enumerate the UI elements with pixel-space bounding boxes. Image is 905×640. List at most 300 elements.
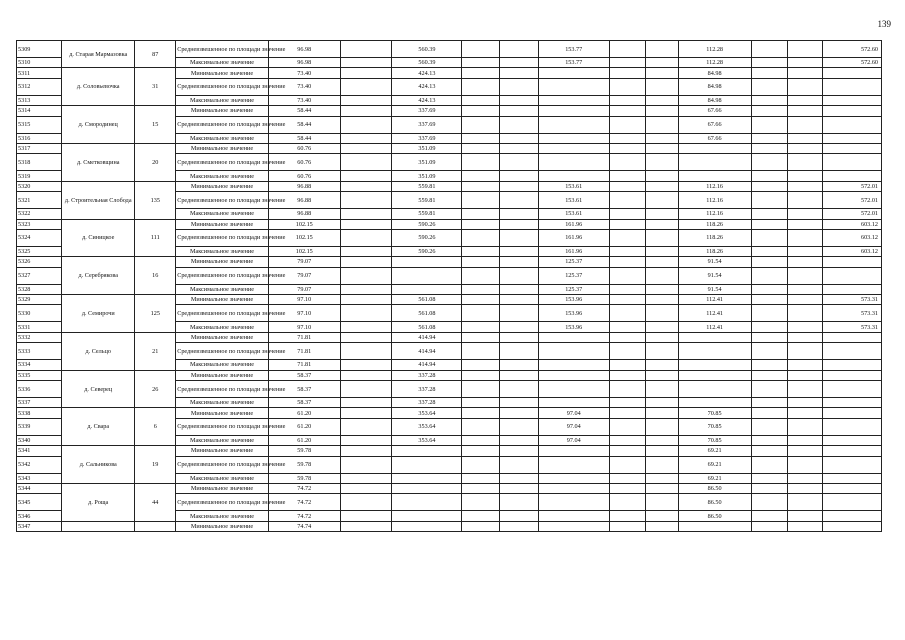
value-cell: [788, 143, 822, 153]
value-cell: [822, 435, 881, 445]
value-cell: [822, 494, 881, 511]
value-cell: [751, 171, 788, 181]
indicator-label: Средневзвешенное по площади значение: [176, 456, 269, 473]
value-cell: [609, 360, 646, 370]
settlement-count: 19: [135, 446, 176, 484]
value-cell: [462, 435, 500, 445]
value-cell: 70.85: [678, 435, 751, 445]
value-cell: 74.72: [268, 511, 340, 521]
value-cell: [609, 133, 646, 143]
value-cell: [538, 343, 609, 360]
value-cell: 337.28: [392, 381, 462, 398]
value-cell: [751, 446, 788, 456]
indicator-label: Средневзвешенное по площади значение: [176, 418, 269, 435]
value-cell: 572.60: [822, 41, 881, 58]
value-cell: 96.88: [268, 181, 340, 191]
row-number: 5341: [17, 446, 62, 456]
value-cell: [678, 332, 751, 342]
value-cell: [462, 41, 500, 58]
value-cell: [500, 483, 539, 493]
value-cell: [609, 473, 646, 483]
value-cell: [646, 295, 678, 305]
value-cell: [538, 446, 609, 456]
value-cell: [462, 267, 500, 284]
value-cell: 603.12: [822, 219, 881, 229]
value-cell: [500, 521, 539, 531]
row-number: 5342: [17, 456, 62, 473]
value-cell: [646, 95, 678, 105]
value-cell: [538, 332, 609, 342]
value-cell: 69.21: [678, 456, 751, 473]
value-cell: 61.20: [268, 408, 340, 418]
row-number: 5344: [17, 483, 62, 493]
value-cell: [500, 398, 539, 408]
value-cell: [500, 171, 539, 181]
row-number: 5328: [17, 284, 62, 294]
indicator-label: Максимальное значение: [176, 322, 269, 332]
value-cell: [609, 435, 646, 445]
value-cell: 86.50: [678, 511, 751, 521]
settlement-count: 26: [135, 370, 176, 408]
value-cell: [788, 171, 822, 181]
value-cell: 590.26: [392, 219, 462, 229]
value-cell: [646, 521, 678, 531]
value-cell: [751, 284, 788, 294]
value-cell: [822, 456, 881, 473]
value-cell: [500, 370, 539, 380]
value-cell: 112.28: [678, 58, 751, 68]
value-cell: 71.81: [268, 343, 340, 360]
value-cell: 97.10: [268, 295, 340, 305]
value-cell: [788, 229, 822, 246]
value-cell: 58.44: [268, 133, 340, 143]
value-cell: [822, 381, 881, 398]
value-cell: [788, 209, 822, 219]
value-cell: [646, 171, 678, 181]
row-number: 5320: [17, 181, 62, 191]
value-cell: 559.81: [392, 181, 462, 191]
value-cell: [788, 343, 822, 360]
value-cell: [340, 483, 392, 493]
indicator-label: Минимальное значение: [176, 332, 269, 342]
value-cell: 84.98: [678, 68, 751, 78]
settlement-name: д. Серебрякова: [62, 257, 135, 295]
value-cell: [646, 133, 678, 143]
value-cell: [340, 305, 392, 322]
value-cell: 67.66: [678, 133, 751, 143]
value-cell: [751, 494, 788, 511]
value-cell: 112.16: [678, 192, 751, 209]
value-cell: [822, 332, 881, 342]
value-cell: [340, 154, 392, 171]
value-cell: [500, 68, 539, 78]
row-number: 5332: [17, 332, 62, 342]
indicator-label: Максимальное значение: [176, 398, 269, 408]
value-cell: 153.77: [538, 41, 609, 58]
value-cell: [538, 398, 609, 408]
indicator-label: Минимальное значение: [176, 106, 269, 116]
value-cell: [788, 181, 822, 191]
value-cell: [609, 295, 646, 305]
value-cell: 118.26: [678, 219, 751, 229]
value-cell: 71.81: [268, 332, 340, 342]
settlement-count: 135: [135, 181, 176, 219]
value-cell: [609, 332, 646, 342]
value-cell: [751, 219, 788, 229]
value-cell: [340, 446, 392, 456]
value-cell: [822, 521, 881, 531]
value-cell: [646, 322, 678, 332]
value-cell: [646, 456, 678, 473]
value-cell: 424.13: [392, 95, 462, 105]
value-cell: [462, 295, 500, 305]
value-cell: [788, 435, 822, 445]
value-cell: 96.98: [268, 58, 340, 68]
value-cell: [500, 58, 539, 68]
value-cell: [462, 257, 500, 267]
indicator-label: Минимальное значение: [176, 408, 269, 418]
settlement-count: 125: [135, 295, 176, 333]
indicator-label: Минимальное значение: [176, 181, 269, 191]
table-row: [17, 41, 882, 58]
value-cell: 560.39: [392, 58, 462, 68]
value-cell: [340, 473, 392, 483]
indicator-label: Средневзвешенное по площади значение: [176, 343, 269, 360]
value-cell: [462, 143, 500, 153]
value-cell: [822, 257, 881, 267]
indicator-label: Средневзвешенное по площади значение: [176, 41, 269, 58]
value-cell: 112.41: [678, 305, 751, 322]
value-cell: 69.21: [678, 446, 751, 456]
value-cell: [340, 381, 392, 398]
value-cell: [646, 494, 678, 511]
indicator-label: Минимальное значение: [176, 370, 269, 380]
value-cell: [822, 143, 881, 153]
value-cell: [462, 192, 500, 209]
value-cell: [462, 133, 500, 143]
value-cell: [646, 446, 678, 456]
value-cell: [646, 41, 678, 58]
value-cell: 153.96: [538, 305, 609, 322]
value-cell: 560.39: [392, 41, 462, 58]
indicator-label: Средневзвешенное по площади значение: [176, 154, 269, 171]
value-cell: [340, 295, 392, 305]
value-cell: [788, 68, 822, 78]
table-row: [17, 106, 882, 116]
value-cell: 74.72: [268, 483, 340, 493]
value-cell: [538, 521, 609, 531]
row-number: 5310: [17, 58, 62, 68]
value-cell: [646, 78, 678, 95]
value-cell: [678, 154, 751, 171]
value-cell: [609, 483, 646, 493]
value-cell: [751, 68, 788, 78]
value-cell: 59.78: [268, 473, 340, 483]
value-cell: [392, 483, 462, 493]
value-cell: [462, 473, 500, 483]
settlement-name: д. Соловьевочка: [62, 68, 135, 106]
value-cell: [609, 116, 646, 133]
value-cell: [609, 229, 646, 246]
settlement-name: [62, 521, 135, 531]
settlement-name: д. Синицкое: [62, 219, 135, 257]
value-cell: [678, 381, 751, 398]
value-cell: [751, 332, 788, 342]
value-cell: [538, 95, 609, 105]
value-cell: [462, 446, 500, 456]
value-cell: [646, 219, 678, 229]
value-cell: [609, 418, 646, 435]
value-cell: [646, 398, 678, 408]
settlement-count: 6: [135, 408, 176, 446]
value-cell: [788, 494, 822, 511]
row-number: 5315: [17, 116, 62, 133]
value-cell: 337.69: [392, 116, 462, 133]
value-cell: [500, 106, 539, 116]
value-cell: [392, 267, 462, 284]
value-cell: [751, 154, 788, 171]
value-cell: [751, 456, 788, 473]
value-cell: [500, 494, 539, 511]
row-number: 5343: [17, 473, 62, 483]
indicator-label: Минимальное значение: [176, 219, 269, 229]
value-cell: [340, 257, 392, 267]
value-cell: [788, 521, 822, 531]
value-cell: [500, 343, 539, 360]
value-cell: [751, 106, 788, 116]
value-cell: [822, 360, 881, 370]
value-cell: 97.10: [268, 322, 340, 332]
value-cell: [462, 305, 500, 322]
value-cell: [340, 322, 392, 332]
indicator-label: Максимальное значение: [176, 58, 269, 68]
value-cell: 153.96: [538, 295, 609, 305]
indicator-label: Максимальное значение: [176, 95, 269, 105]
value-cell: 73.40: [268, 78, 340, 95]
value-cell: [609, 41, 646, 58]
row-number: 5330: [17, 305, 62, 322]
row-number: 5327: [17, 267, 62, 284]
value-cell: [788, 58, 822, 68]
indicator-label: Максимальное значение: [176, 511, 269, 521]
indicator-label: Максимальное значение: [176, 360, 269, 370]
value-cell: 337.69: [392, 133, 462, 143]
value-cell: [646, 473, 678, 483]
value-cell: 70.85: [678, 408, 751, 418]
value-cell: 353.64: [392, 408, 462, 418]
row-number: 5331: [17, 322, 62, 332]
value-cell: [462, 219, 500, 229]
value-cell: [822, 68, 881, 78]
value-cell: 97.04: [538, 418, 609, 435]
value-cell: [788, 295, 822, 305]
value-cell: [609, 408, 646, 418]
value-cell: [340, 41, 392, 58]
value-cell: [751, 398, 788, 408]
value-cell: 74.74: [268, 521, 340, 531]
value-cell: [646, 229, 678, 246]
value-cell: 67.66: [678, 116, 751, 133]
value-cell: [646, 435, 678, 445]
settlement-count: 15: [135, 106, 176, 144]
value-cell: [538, 154, 609, 171]
value-cell: [788, 41, 822, 58]
row-number: 5316: [17, 133, 62, 143]
value-cell: [822, 171, 881, 181]
value-cell: 351.09: [392, 154, 462, 171]
value-cell: [678, 343, 751, 360]
value-cell: [500, 322, 539, 332]
value-cell: [646, 343, 678, 360]
value-cell: [822, 408, 881, 418]
value-cell: 351.09: [392, 143, 462, 153]
value-cell: [392, 446, 462, 456]
value-cell: [462, 181, 500, 191]
value-cell: [751, 370, 788, 380]
value-cell: [751, 133, 788, 143]
value-cell: 572.60: [822, 58, 881, 68]
value-cell: [538, 360, 609, 370]
value-cell: [500, 41, 539, 58]
value-cell: 79.07: [268, 284, 340, 294]
value-cell: [751, 143, 788, 153]
value-cell: [462, 154, 500, 171]
value-cell: [788, 456, 822, 473]
value-cell: [609, 305, 646, 322]
value-cell: [822, 78, 881, 95]
value-cell: 60.76: [268, 143, 340, 153]
value-cell: [822, 116, 881, 133]
table-row: [17, 408, 882, 418]
value-cell: [462, 418, 500, 435]
value-cell: [646, 246, 678, 256]
value-cell: 573.31: [822, 295, 881, 305]
value-cell: 102.15: [268, 219, 340, 229]
value-cell: [751, 322, 788, 332]
value-cell: 86.50: [678, 483, 751, 493]
value-cell: [500, 295, 539, 305]
value-cell: 161.96: [538, 246, 609, 256]
value-cell: [538, 133, 609, 143]
value-cell: [646, 181, 678, 191]
indicator-label: Минимальное значение: [176, 521, 269, 531]
value-cell: 153.96: [538, 322, 609, 332]
value-cell: 590.26: [392, 246, 462, 256]
value-cell: 112.41: [678, 295, 751, 305]
value-cell: [538, 494, 609, 511]
value-cell: 58.44: [268, 106, 340, 116]
value-cell: [751, 473, 788, 483]
value-cell: [462, 229, 500, 246]
row-number: 5337: [17, 398, 62, 408]
value-cell: [788, 257, 822, 267]
value-cell: 161.96: [538, 219, 609, 229]
row-number: 5333: [17, 343, 62, 360]
value-cell: [609, 370, 646, 380]
value-cell: [678, 521, 751, 531]
indicator-label: Максимальное значение: [176, 473, 269, 483]
value-cell: [538, 483, 609, 493]
value-cell: [500, 456, 539, 473]
value-cell: [538, 511, 609, 521]
value-cell: [340, 68, 392, 78]
value-cell: [646, 257, 678, 267]
value-cell: 84.98: [678, 78, 751, 95]
value-cell: 61.20: [268, 435, 340, 445]
settlement-count: [135, 521, 176, 531]
table-body: [17, 41, 882, 532]
value-cell: [822, 370, 881, 380]
value-cell: [462, 68, 500, 78]
value-cell: [609, 267, 646, 284]
value-cell: [788, 408, 822, 418]
indicator-label: Максимальное значение: [176, 171, 269, 181]
settlement-name: д. Старая Мармазовка: [62, 41, 135, 68]
value-cell: [678, 143, 751, 153]
value-cell: 91.54: [678, 267, 751, 284]
value-cell: [646, 116, 678, 133]
indicator-label: Минимальное значение: [176, 68, 269, 78]
row-number: 5335: [17, 370, 62, 380]
value-cell: [500, 192, 539, 209]
value-cell: [340, 171, 392, 181]
value-cell: 337.28: [392, 370, 462, 380]
row-number: 5346: [17, 511, 62, 521]
settlement-count: 16: [135, 257, 176, 295]
value-cell: [788, 483, 822, 493]
value-cell: [462, 322, 500, 332]
value-cell: [500, 246, 539, 256]
value-cell: [788, 360, 822, 370]
value-cell: 91.54: [678, 257, 751, 267]
value-cell: [646, 154, 678, 171]
value-cell: [788, 332, 822, 342]
value-cell: [340, 521, 392, 531]
value-cell: [788, 154, 822, 171]
value-cell: [788, 95, 822, 105]
indicator-label: Максимальное значение: [176, 133, 269, 143]
value-cell: [788, 133, 822, 143]
value-cell: 84.98: [678, 95, 751, 105]
value-cell: [646, 284, 678, 294]
value-cell: [609, 446, 646, 456]
value-cell: [646, 511, 678, 521]
value-cell: [751, 95, 788, 105]
value-cell: 573.31: [822, 322, 881, 332]
value-cell: [500, 154, 539, 171]
settlement-name: д. Роща: [62, 483, 135, 521]
value-cell: [646, 106, 678, 116]
value-cell: [340, 456, 392, 473]
value-cell: [751, 58, 788, 68]
value-cell: 337.28: [392, 398, 462, 408]
value-cell: [646, 408, 678, 418]
value-cell: [462, 78, 500, 95]
value-cell: [822, 133, 881, 143]
value-cell: 118.26: [678, 246, 751, 256]
value-cell: [751, 267, 788, 284]
value-cell: [500, 219, 539, 229]
value-cell: [751, 78, 788, 95]
value-cell: [340, 360, 392, 370]
value-cell: [340, 246, 392, 256]
value-cell: 112.41: [678, 322, 751, 332]
value-cell: [751, 305, 788, 322]
value-cell: [340, 95, 392, 105]
row-number: 5336: [17, 381, 62, 398]
value-cell: 561.08: [392, 322, 462, 332]
indicator-label: Средневзвешенное по площади значение: [176, 116, 269, 133]
